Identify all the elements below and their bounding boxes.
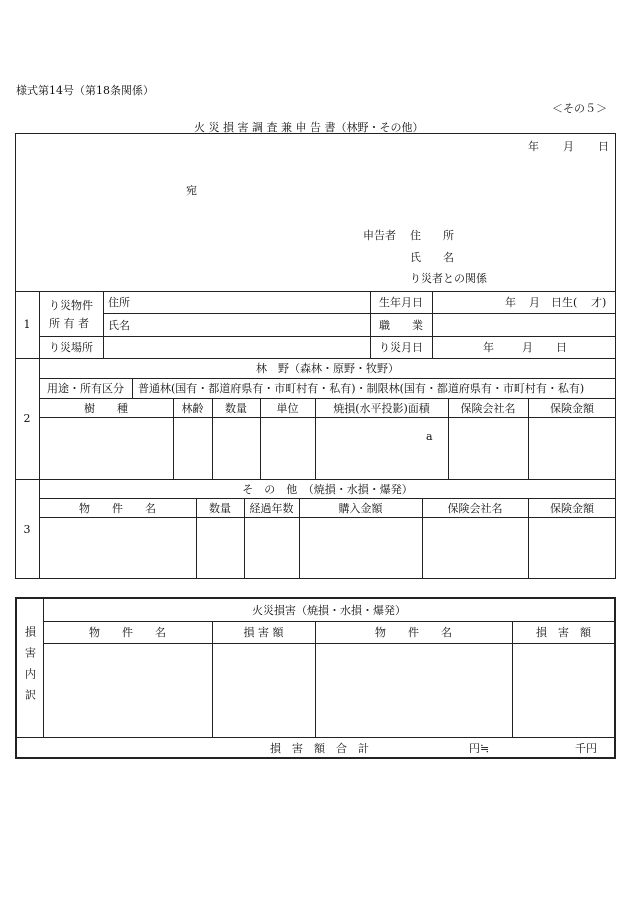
birth-year: 年 — [505, 296, 516, 309]
owner-label-line2: 所 有 者 — [49, 317, 89, 330]
col-item-insured-amount: 保険金額 — [550, 501, 594, 515]
form-number: 様式第14号（第18条関係） — [16, 84, 154, 97]
damage-total-label: 損 害 額 合 計 — [270, 741, 369, 755]
disaster-location-label: り災場所 — [49, 341, 93, 354]
col-forest-age: 林齢 — [181, 401, 204, 415]
addressee-suffix: 宛 — [186, 184, 197, 197]
usage-label: 用途・所有区分 — [47, 382, 124, 395]
col-tree-species: 樹 種 — [84, 401, 128, 415]
page-marker: ＜その５＞ — [552, 102, 607, 115]
damage-col-item-name-2: 物 件 名 — [375, 626, 452, 639]
damage-heading: 火災損害（焼損・水損・爆発） — [252, 603, 406, 617]
col-item-insurer: 保険会社名 — [447, 501, 503, 515]
birth-month: 月 — [529, 296, 540, 309]
col-quantity: 数量 — [225, 401, 247, 415]
col-item-quantity: 数量 — [209, 501, 231, 515]
owner-address-label: 住所 — [108, 296, 130, 309]
damage-total-unit-yen: 円≒ — [469, 741, 490, 755]
disaster-date-label: り災月日 — [379, 341, 423, 354]
col-unit: 単位 — [276, 401, 299, 415]
date-month: 月 — [563, 140, 574, 153]
date-year: 年 — [528, 140, 539, 153]
col-insurer: 保険会社名 — [460, 401, 516, 415]
date-day: 日 — [598, 140, 609, 153]
damage-col-item-name-1: 物 件 名 — [89, 626, 166, 639]
section3-heading: そ の 他 （焼損・水損・爆発） — [242, 482, 413, 496]
birth-age: 才) — [591, 296, 607, 309]
usage-value: 普通林(国有・都道府県有・市町村有・私有)・制限林(国有・都道府県有・市町村有・私有) — [138, 382, 585, 395]
damage-side-label: 損害内訳 — [23, 625, 37, 710]
section2-number: 2 — [23, 412, 31, 425]
disaster-date-year: 年 — [483, 341, 494, 354]
applicant-address-label: 住 所 — [410, 229, 454, 242]
disaster-date-day: 日 — [556, 341, 567, 354]
damage-col-amount-1: 損 害 額 — [243, 626, 284, 639]
area-unit: a — [426, 430, 433, 443]
damage-col-amount-2: 損 害 額 — [536, 626, 591, 639]
owner-name-label: 氏名 — [108, 318, 130, 332]
section2-heading: 林 野（森林・原野・牧野） — [256, 362, 399, 375]
applicant-label: 申告者 — [363, 229, 396, 242]
birth-day: 日生( — [551, 296, 578, 309]
col-burned-area: 焼損(水平投影)面積 — [333, 401, 430, 415]
col-insured-amount: 保険金額 — [550, 401, 594, 415]
damage-total-unit-thousand: 千円 — [575, 741, 597, 755]
col-years-elapsed: 経過年数 — [249, 501, 294, 515]
applicant-name-label: 氏 名 — [410, 251, 454, 264]
disaster-date-month: 月 — [522, 341, 533, 354]
owner-label-line1: り災物件 — [49, 299, 93, 312]
applicant-relation-label: り災者との関係 — [410, 272, 487, 285]
section3-number: 3 — [23, 522, 31, 536]
form-title: 火 災 損 害 調 査 兼 申 告 書（林野・その他） — [194, 121, 424, 134]
col-item-name: 物 件 名 — [79, 501, 156, 515]
col-purchase-price: 購入金額 — [338, 501, 383, 515]
occupation-label: 職 業 — [379, 318, 423, 332]
birth-date-label: 生年月日 — [379, 296, 423, 309]
section1-number: 1 — [23, 318, 31, 331]
